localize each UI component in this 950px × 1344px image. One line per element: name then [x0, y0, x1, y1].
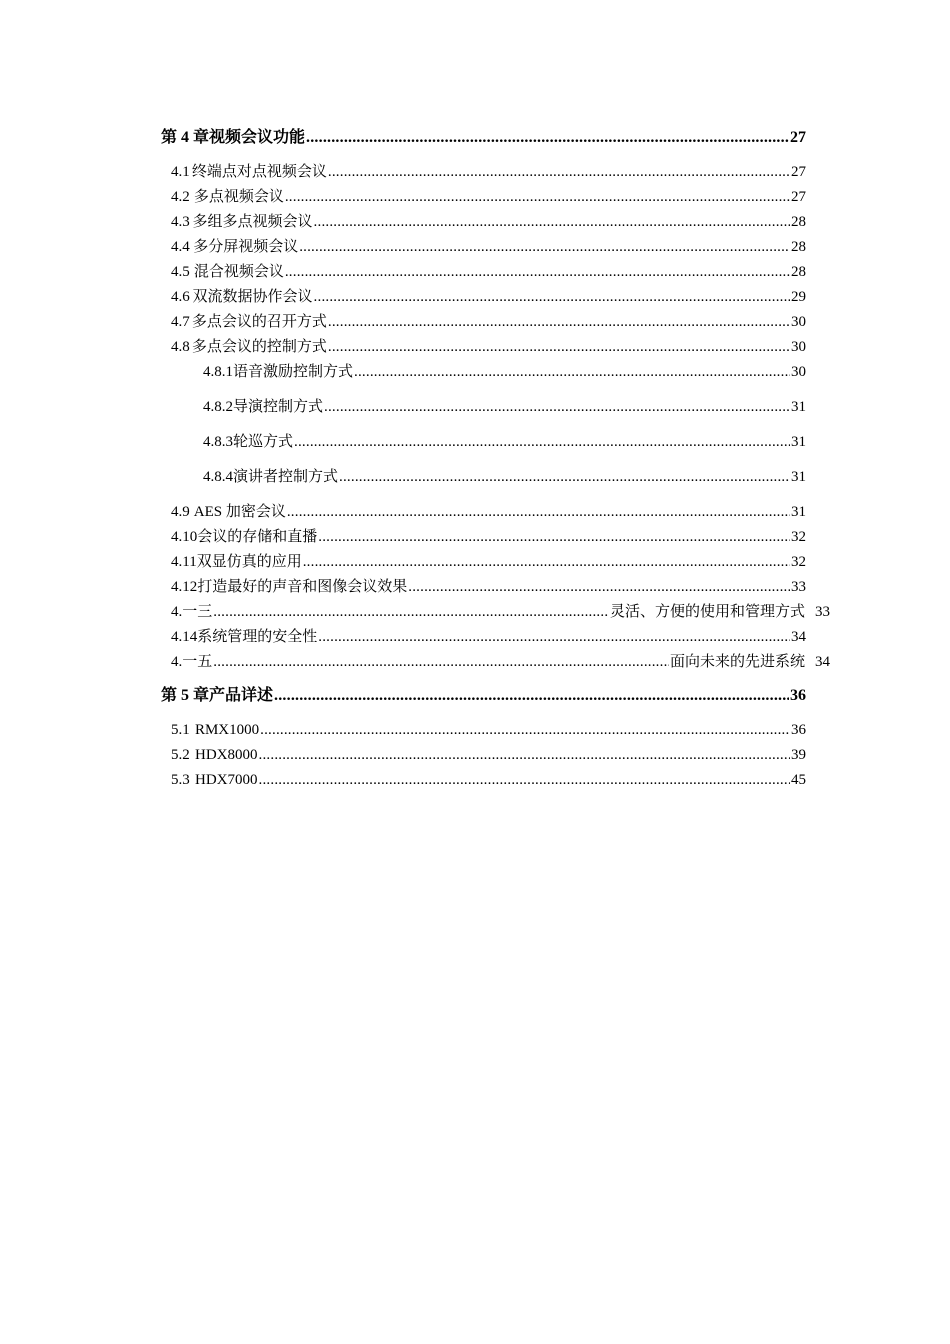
toc-title: 语音激励控制方式 [233, 364, 354, 380]
toc-entry-4-10[interactable] [171, 528, 806, 546]
toc-page-number: 39 [791, 747, 806, 763]
toc-title: 双流数据协作会议 [192, 289, 313, 305]
toc-page-number: 45 [791, 772, 806, 788]
toc-leader-dots [260, 721, 790, 739]
toc-title: 灵活、方便的使用和管理方式 [609, 604, 805, 620]
toc-number: 4.2 [171, 189, 190, 205]
toc-page-number: 34 [815, 654, 830, 670]
toc-page-number: 31 [791, 469, 806, 485]
toc-leader-dots [314, 288, 790, 306]
toc-leader-dots [306, 129, 789, 147]
toc-leader-dots [213, 603, 609, 621]
toc-title: 面向未来的先进系统 [669, 654, 805, 670]
toc-page-number: 28 [791, 239, 806, 255]
toc-entry-4-15[interactable] [171, 653, 830, 671]
toc-number: 4.14 [171, 629, 198, 645]
toc-title: 会议的存储和直播 [197, 529, 318, 545]
toc-title: 终端点对点视频会议 [191, 164, 327, 180]
toc-page-number: 34 [791, 629, 806, 645]
toc-entry-4-6[interactable] [171, 288, 806, 306]
toc-page-number: 27 [791, 189, 806, 205]
toc-title: 轮巡方式 [233, 434, 294, 450]
toc-number: 5.2 [171, 747, 190, 763]
toc-title: 多点会议的控制方式 [191, 339, 327, 355]
toc-title: 混合视频会议 [193, 264, 284, 280]
toc-number: 4.9 [171, 504, 190, 520]
toc-entry-4-4[interactable] [171, 238, 806, 256]
toc-number: 4.11 [171, 554, 197, 570]
toc-entry-4-14[interactable] [171, 628, 806, 646]
toc-leader-dots [328, 163, 790, 181]
toc-number: 4.8.1 [203, 364, 233, 380]
toc-title: RMX1000 [194, 722, 260, 738]
toc-page-number: 27 [791, 164, 806, 180]
toc-title: 导演控制方式 [233, 399, 324, 415]
toc-page-number: 31 [791, 504, 806, 520]
toc-number: 4.8.3 [203, 434, 233, 450]
toc-number: 4.8.2 [203, 399, 233, 415]
toc-title: 双显仿真的应用 [196, 554, 302, 570]
toc-leader-dots [294, 433, 790, 451]
toc-entry-4-12[interactable] [171, 578, 806, 596]
toc-number: 4.一三 [171, 604, 213, 620]
toc-title: 演讲者控制方式 [233, 469, 339, 485]
toc-number: 4.12 [171, 579, 198, 595]
toc-title: 打造最好的声音和图像会议效果 [197, 579, 408, 595]
toc-title: 系统管理的安全性 [197, 629, 318, 645]
toc-page-number: 27 [790, 129, 806, 146]
toc-number: 4.6 [171, 289, 190, 305]
toc-number: 5.3 [171, 772, 190, 788]
toc-page-number: 36 [791, 722, 806, 738]
toc-title: 多点视频会议 [193, 189, 284, 205]
toc-number: 4.10 [171, 529, 198, 545]
toc-page-number: 29 [791, 289, 806, 305]
toc-title: HDX8000 [195, 747, 258, 763]
toc-leader-dots [328, 338, 790, 356]
toc-number: 4.5 [171, 264, 190, 280]
toc-number: 5.1 [171, 722, 190, 738]
toc-entry-5-3[interactable] [171, 771, 806, 789]
toc-number: 4.3 [171, 214, 190, 230]
toc-entry-4-2[interactable] [171, 188, 806, 206]
toc-chapter-5[interactable] [161, 687, 806, 705]
toc-title: 视频会议功能 [209, 129, 306, 146]
toc-page-number: 28 [791, 214, 806, 230]
toc-page-number: 32 [791, 554, 806, 570]
toc-number: 4.8 [171, 339, 190, 355]
toc-number: 第 5 章 [161, 687, 210, 704]
toc-title: AES 加密会议 [193, 504, 286, 520]
toc-chapter-4[interactable] [161, 129, 806, 147]
toc-leader-dots [287, 503, 790, 521]
toc-leader-dots [213, 653, 669, 671]
toc-entry-4-8-4[interactable] [203, 468, 806, 486]
toc-page-number: 36 [790, 687, 806, 704]
toc-number: 4.1 [171, 164, 190, 180]
toc-page-number: 32 [791, 529, 806, 545]
toc-page-number: 31 [791, 434, 806, 450]
toc-leader-dots [339, 468, 790, 486]
toc-leader-dots [285, 263, 790, 281]
toc-entry-4-5[interactable] [171, 263, 806, 281]
toc-leader-dots [354, 363, 790, 381]
toc-leader-dots [259, 771, 790, 789]
toc-leader-dots [285, 188, 790, 206]
toc-leader-dots [328, 313, 790, 331]
toc-number: 4.8.4 [203, 469, 233, 485]
toc-number: 第 4 章 [161, 129, 210, 146]
toc-number: 4.4 [171, 239, 190, 255]
toc-entry-4-9[interactable] [171, 503, 806, 521]
toc-page-number: 30 [791, 364, 806, 380]
toc-entry-4-8[interactable] [171, 338, 806, 356]
toc-leader-dots [408, 578, 790, 596]
toc-entry-4-13[interactable] [171, 603, 830, 621]
toc-leader-dots [274, 687, 789, 705]
toc-entry-4-8-3[interactable] [203, 433, 806, 451]
toc-page-number: 33 [791, 579, 806, 595]
toc-entry-5-1[interactable] [171, 721, 806, 739]
toc-entry-4-1[interactable] [171, 163, 806, 181]
toc-title: 产品详述 [209, 687, 274, 704]
toc-leader-dots [303, 553, 790, 571]
toc-entry-4-8-2[interactable] [203, 398, 806, 416]
toc-page-number: 33 [815, 604, 830, 620]
toc-page-number: 28 [791, 264, 806, 280]
toc-leader-dots [318, 528, 790, 546]
toc-entry-4-11[interactable] [171, 553, 806, 571]
toc-number: 4.7 [171, 314, 190, 330]
toc-leader-dots [314, 213, 790, 231]
toc-leader-dots [259, 746, 790, 764]
toc-entry-4-7[interactable] [171, 313, 806, 331]
toc-leader-dots [324, 398, 790, 416]
toc-page-number: 31 [791, 399, 806, 415]
toc-title: 多分屏视频会议 [193, 239, 299, 255]
toc-leader-dots [299, 238, 790, 256]
toc-leader-dots [318, 628, 790, 646]
toc-title: HDX7000 [195, 772, 258, 788]
toc-page-number: 30 [791, 339, 806, 355]
toc-number: 4.一五 [171, 654, 213, 670]
toc-entry-4-8-1[interactable] [203, 363, 806, 381]
toc-page-number: 30 [791, 314, 806, 330]
toc-entry-5-2[interactable] [171, 746, 806, 764]
toc-title: 多点会议的召开方式 [191, 314, 327, 330]
toc-entry-4-3[interactable] [171, 213, 806, 231]
toc-title: 多组多点视频会议 [192, 214, 313, 230]
